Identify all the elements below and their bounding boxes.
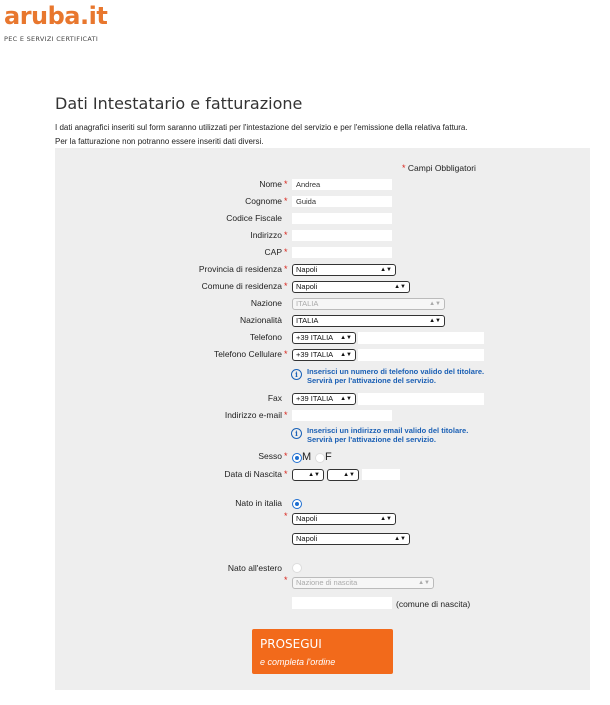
aruba-logo[interactable]: [4, 2, 107, 43]
logo-wordmark: aruba.it: [4, 2, 108, 30]
required-star: *: [284, 410, 288, 420]
nato-italia-radio[interactable]: [292, 499, 302, 509]
cellulare-info-1: Inserisci un numero di telefono valido del titolare.: [307, 367, 485, 376]
info-icon: i: [291, 428, 302, 439]
required-star: *: [284, 469, 288, 479]
data-nascita-label: Data di Nascita: [224, 469, 282, 479]
fax-label: Fax: [267, 393, 282, 403]
cellulare-prefix-select[interactable]: +39 ITALIA ▲▼: [292, 349, 356, 361]
prosegui-label: PROSEGUI: [260, 637, 322, 651]
nazione-nascita-select: Nazione di nascita ▲▼: [292, 577, 434, 589]
info-icon: i: [291, 369, 302, 380]
email-input[interactable]: [292, 410, 392, 421]
select-arrows-icon: ▲▼: [394, 536, 406, 542]
prosegui-button[interactable]: [252, 629, 393, 674]
required-star: *: [284, 264, 288, 274]
mese-select[interactable]: [327, 469, 359, 481]
nazionalita-label: Nazionalità: [239, 315, 282, 325]
select-arrows-icon: ▲▼: [429, 301, 441, 307]
cap-label: CAP: [264, 247, 282, 257]
select-arrows-icon: ▲▼: [340, 335, 352, 341]
cellulare-info-2: Servirà per l'attivazione del servizio.: [307, 376, 436, 385]
select-arrows-icon: ▲▼: [380, 516, 392, 522]
intro-text-2: Per la fatturazione non potranno essere inseriti dati diversi.: [55, 137, 264, 146]
cognome-label: Cognome: [245, 196, 282, 206]
intro-text-1: I dati anagrafici inseriti sul form saranno utilizzati per l'intestazione del servizio e per l'emissione della relativa fattura.: [55, 123, 468, 132]
select-arrows-icon: ▲▼: [418, 580, 430, 586]
nato-estero-radio[interactable]: [292, 563, 302, 573]
required-star: *: [284, 247, 288, 257]
provincia-label: Provincia di residenza: [198, 264, 282, 274]
required-star: *: [284, 451, 288, 461]
anno-input[interactable]: [362, 469, 400, 480]
select-arrows-icon: ▲▼: [308, 472, 320, 478]
codice-fiscale-label: Codice Fiscale: [226, 213, 282, 223]
cognome-input[interactable]: [292, 196, 392, 207]
nazione-select: ITALIA ▲▼: [292, 298, 445, 310]
nome-label: Nome: [259, 179, 282, 189]
cellulare-label: Telefono Cellulare: [213, 349, 282, 359]
select-arrows-icon: ▲▼: [394, 284, 406, 290]
comune-nascita-hint: (comune di nascita): [396, 599, 471, 609]
prosegui-sublabel: e completa l'ordine: [260, 657, 336, 667]
telefono-input[interactable]: [358, 332, 484, 344]
nato-estero-label: Nato all'estero: [227, 563, 282, 573]
codice-fiscale-input[interactable]: [292, 213, 392, 224]
select-arrows-icon: ▲▼: [343, 472, 355, 478]
select-arrows-icon: ▲▼: [340, 396, 352, 402]
sesso-label: Sesso: [258, 451, 282, 461]
telefono-label: Telefono: [249, 332, 282, 342]
email-info-1: Inserisci un indirizzo email valido del titolare.: [307, 426, 469, 435]
required-star: *: [284, 179, 288, 189]
select-arrows-icon: ▲▼: [429, 318, 441, 324]
provincia-nascita-select[interactable]: Napoli ▲▼: [292, 513, 396, 525]
logo-subtitle: PEC E SERVIZI CERTIFICATI: [4, 35, 99, 43]
sesso-m-label: M: [302, 451, 312, 463]
required-star: *: [284, 230, 288, 240]
required-star: *: [284, 511, 288, 521]
required-star: *: [284, 281, 288, 291]
telefono-prefix-select[interactable]: +39 ITALIA ▲▼: [292, 332, 356, 344]
cap-input[interactable]: [292, 247, 392, 258]
indirizzo-input[interactable]: [292, 230, 392, 241]
required-star: *: [284, 349, 288, 359]
page-title: Dati Intestatario e fatturazione: [55, 94, 303, 113]
select-arrows-icon: ▲▼: [380, 267, 392, 273]
select-arrows-icon: ▲▼: [340, 352, 352, 358]
comune-nascita-select[interactable]: Napoli ▲▼: [292, 533, 410, 545]
sesso-f-label: F: [325, 451, 332, 463]
sesso-f-radio[interactable]: [315, 453, 325, 463]
email-info-2: Servirà per l'attivazione del servizio.: [307, 435, 436, 444]
cellulare-input[interactable]: [358, 349, 484, 361]
required-star: *: [284, 196, 288, 206]
nome-input[interactable]: [292, 179, 392, 190]
provincia-select[interactable]: Napoli ▲▼: [292, 264, 396, 276]
nazionalita-select[interactable]: ITALIA ▲▼: [292, 315, 445, 327]
nato-italia-label: Nato in italia: [235, 498, 282, 508]
comune-estero-input[interactable]: [292, 597, 392, 609]
indirizzo-label: Indirizzo: [250, 230, 282, 240]
comune-label: Comune di residenza: [201, 281, 282, 291]
email-label: Indirizzo e-mail: [224, 410, 282, 420]
comune-select[interactable]: Napoli ▲▼: [292, 281, 410, 293]
required-legend: * Campi Obbligatori: [402, 163, 476, 173]
fax-prefix-select[interactable]: +39 ITALIA ▲▼: [292, 393, 356, 405]
nazione-label: Nazione: [250, 298, 282, 308]
giorno-select[interactable]: [292, 469, 324, 481]
required-star: *: [284, 575, 288, 585]
fax-input[interactable]: [358, 393, 484, 405]
sesso-m-radio[interactable]: [292, 453, 302, 463]
